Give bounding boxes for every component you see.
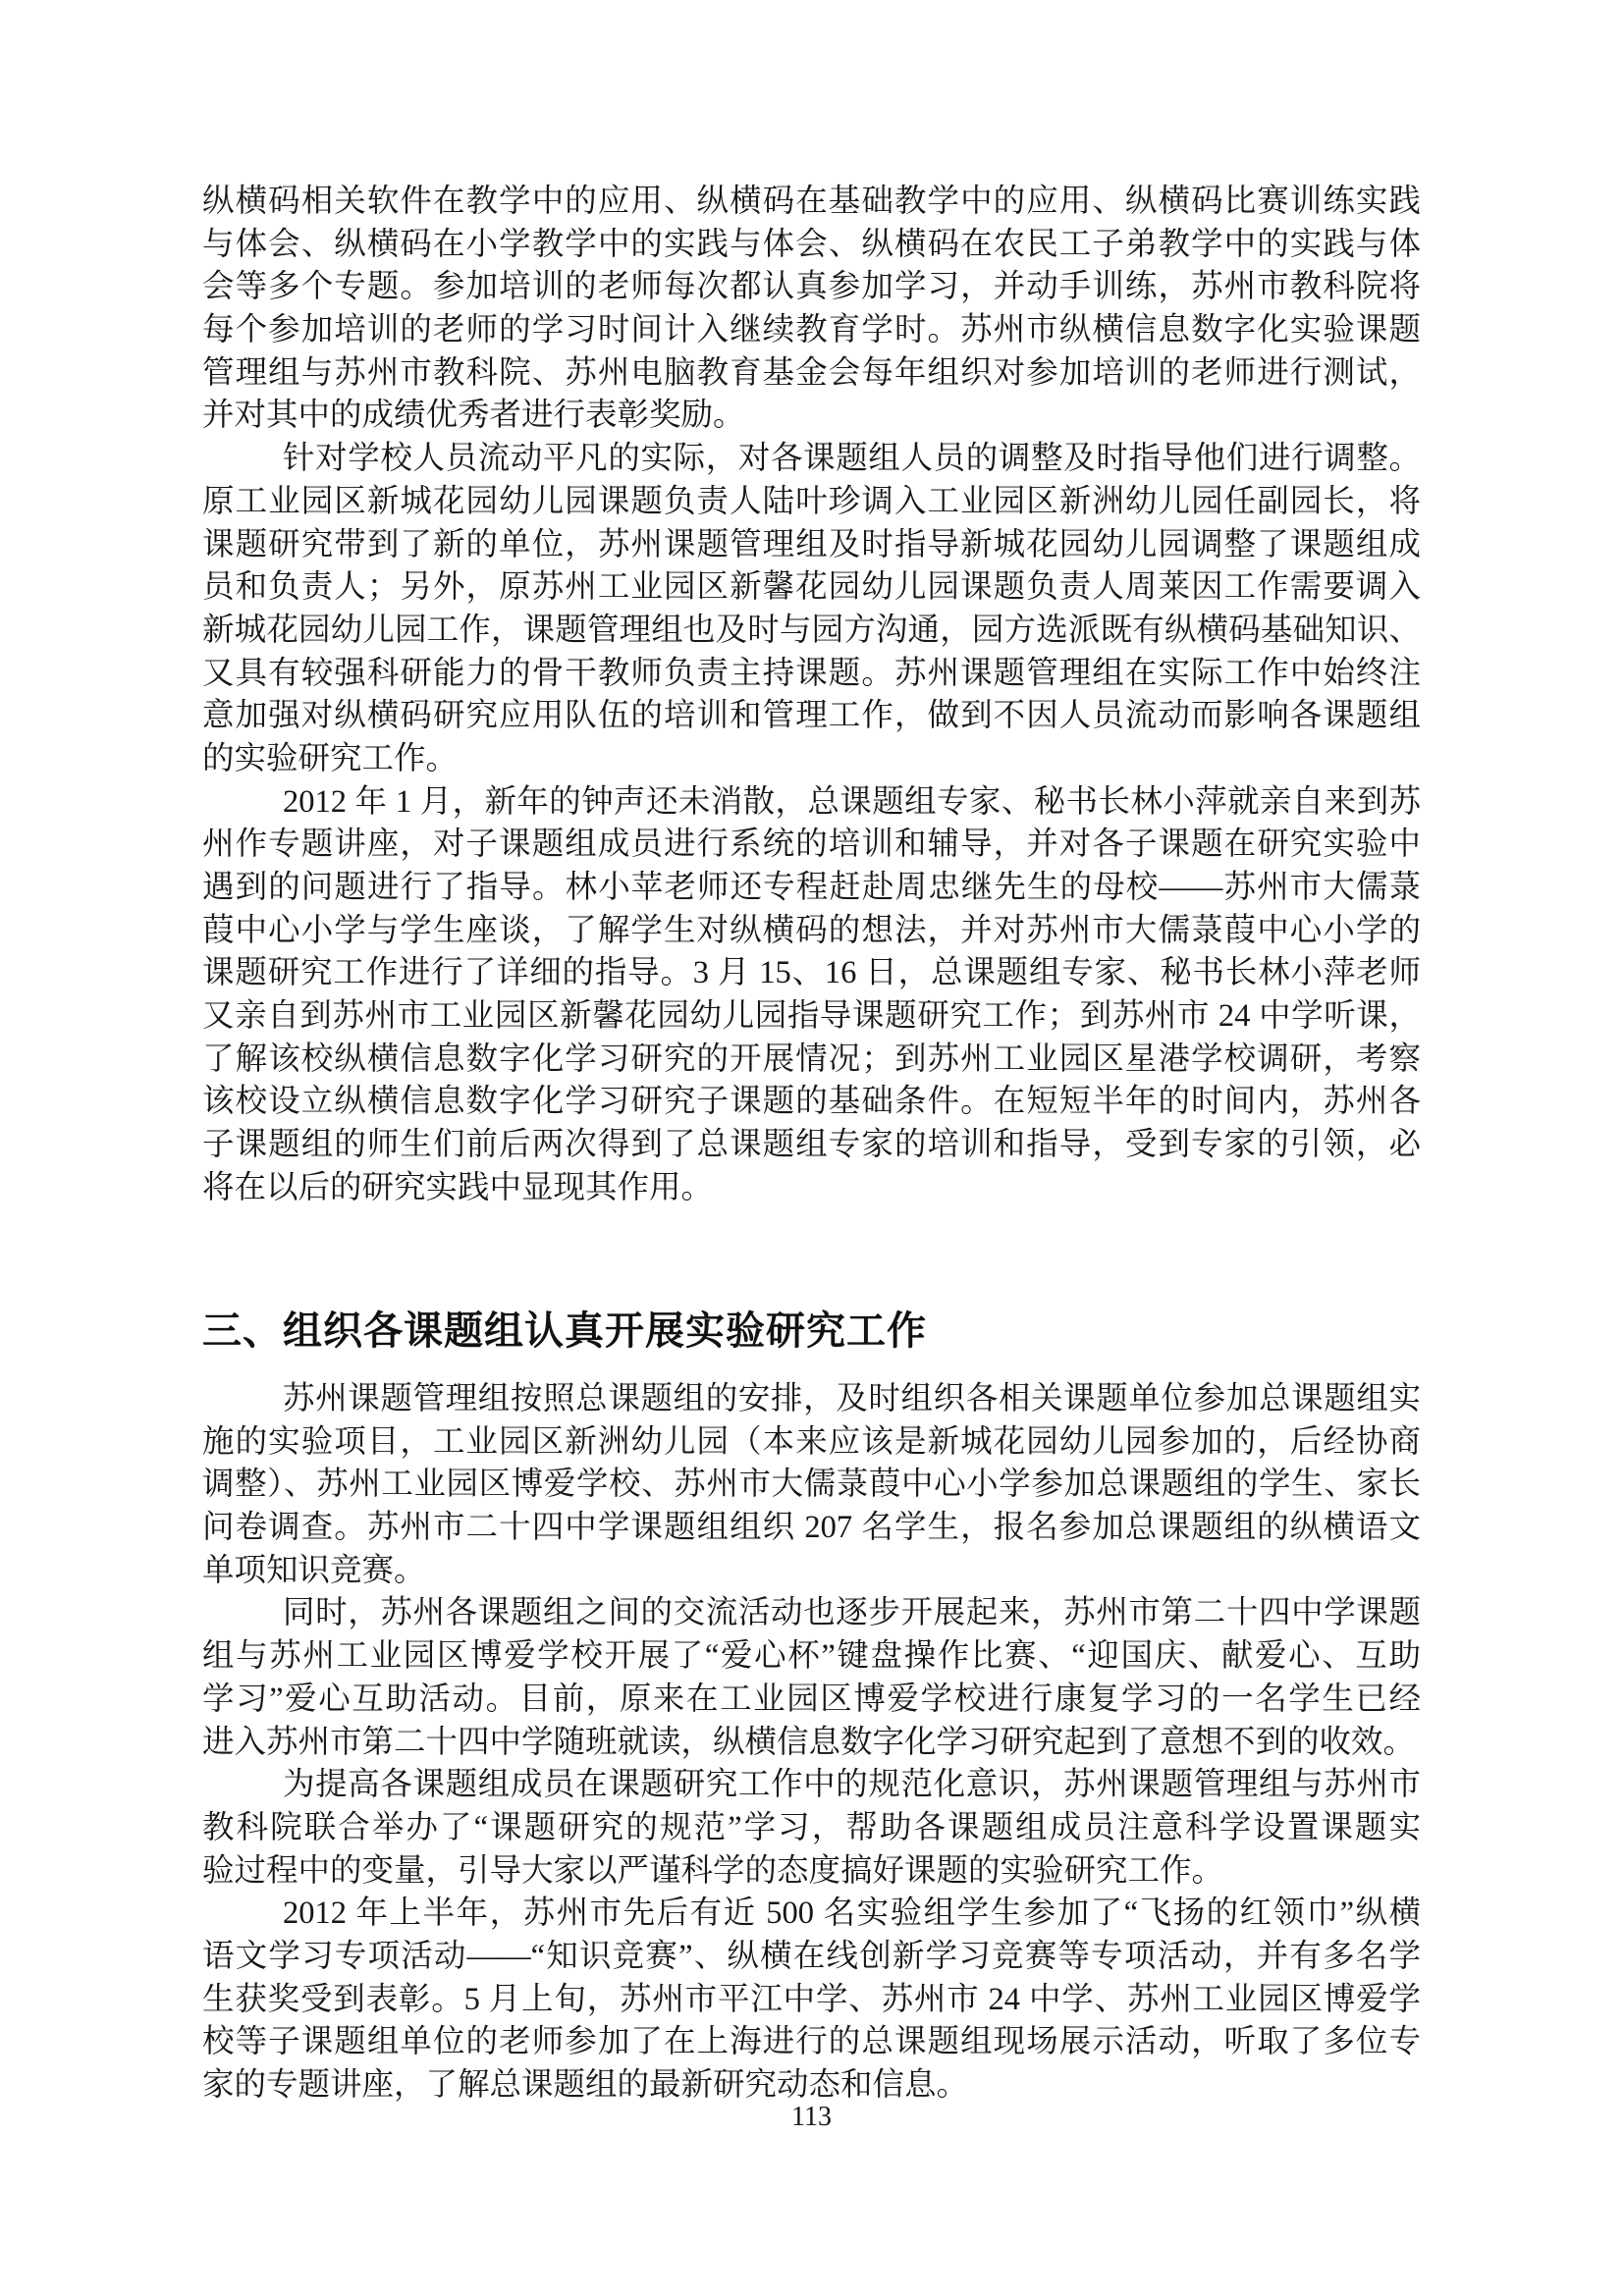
text-line: 进入苏州市第二十四中学随班就读，纵横信息数字化学习研究起到了意想不到的收效。 bbox=[202, 1724, 1416, 1760]
text-line: 与体会、纵横码在小学教学中的实践与体会、纵横码在农民工子弟教学中的实践与体 bbox=[202, 226, 1421, 262]
text-line: 单项知识竞赛。 bbox=[202, 1552, 426, 1588]
text-line: 生获奖受到表彰。5 月上旬，苏州市平江中学、苏州市 24 中学、苏州工业园区博爱学 bbox=[202, 1981, 1421, 2017]
text-line: 又具有较强科研能力的骨干教师负责主持课题。苏州课题管理组在实际工作中始终注 bbox=[202, 655, 1421, 691]
text-line: 校等子课题组单位的老师参加了在上海进行的总课题组现场展示活动，听取了多位专 bbox=[202, 2024, 1421, 2060]
text-line: 问卷调查。苏州市二十四中学课题组组织 207 名学生，报名参加总课题组的纵横语文 bbox=[202, 1510, 1421, 1546]
text-line: 子课题组的师生们前后两次得到了总课题组专家的培训和指导，受到专家的引领，必 bbox=[202, 1127, 1421, 1163]
text-line: 每个参加培训的老师的学习时间计入继续教育学时。苏州市纵横信息数字化实验课题 bbox=[202, 312, 1421, 348]
text-line: 为提高各课题组成员在课题研究工作中的规范化意识，苏州课题管理组与苏州市 bbox=[283, 1767, 1421, 1803]
text-line: 葭中心小学与学生座谈，了解学生对纵横码的想法，并对苏州市大儒菉葭中心小学的 bbox=[202, 912, 1421, 948]
text-line: 原工业园区新城花园幼儿园课题负责人陆叶珍调入工业园区新洲幼儿园任副园长，将 bbox=[202, 483, 1421, 519]
text-line: 针对学校人员流动平凡的实际，对各课题组人员的调整及时指导他们进行调整。 bbox=[283, 441, 1421, 477]
intro-text-block bbox=[202, 181, 1421, 1210]
text-line: 验过程中的变量，引导大家以严谨科学的态度搞好课题的实验研究工作。 bbox=[202, 1852, 1224, 1889]
text-line: 意加强对纵横码研究应用队伍的培训和管理工作，做到不因人员流动而影响各课题组 bbox=[202, 698, 1421, 734]
text-line: 纵横码相关软件在教学中的应用、纵横码在基础教学中的应用、纵横码比赛训练实践 bbox=[202, 184, 1421, 219]
text-line: 了解该校纵横信息数字化学习研究的开展情况；到苏州工业园区星港学校调研，考察 bbox=[202, 1041, 1421, 1077]
text-line: 组与苏州工业园区博爱学校开展了“爱心杯”键盘操作比赛、“迎国庆、献爱心、互助 bbox=[202, 1638, 1421, 1675]
section-text-block bbox=[202, 1378, 1421, 2108]
text-line: 调整）、苏州工业园区博爱学校、苏州市大儒菉葭中心小学参加总课题组的学生、家长 bbox=[202, 1467, 1421, 1503]
text-line: 教科院联合举办了“课题研究的规范”学习，帮助各课题组成员注意科学设置课题实 bbox=[202, 1809, 1421, 1845]
text-line: 家的专题讲座，了解总课题组的最新研究动态和信息。 bbox=[202, 2067, 969, 2103]
text-line: 2012 年 1 月，新年的钟声还未消散，总课题组专家、秘书长林小萍就亲自来到苏 bbox=[283, 783, 1421, 820]
text-line: 将在以后的研究实践中显现其作用。 bbox=[202, 1169, 714, 1205]
text-line: 2012 年上半年，苏州市先后有近 500 名实验组学生参加了“飞扬的红领巾”纵横 bbox=[283, 1896, 1421, 1932]
text-line: 会等多个专题。参加培训的老师每次都认真参加学习，并动手训练，苏州市教科院将 bbox=[202, 269, 1421, 305]
text-line: 苏州课题管理组按照总课题组的安排，及时组织各相关课题单位参加总课题组实 bbox=[283, 1381, 1421, 1416]
text-line: 课题研究工作进行了详细的指导。3 月 15、16 日，总课题组专家、秘书长林小萍老师 bbox=[202, 955, 1421, 991]
text-line: 课题研究带到了新的单位，苏州课题管理组及时指导新城花园幼儿园调整了课题组成 bbox=[202, 526, 1421, 562]
text-line: 同时，苏州各课题组之间的交流活动也逐步开展起来，苏州市第二十四中学课题 bbox=[283, 1595, 1421, 1631]
text-line: 管理组与苏州市教科院、苏州电脑教育基金会每年组织对参加培训的老师进行测试， bbox=[202, 354, 1421, 391]
page-number: 113 bbox=[791, 2102, 832, 2132]
text-line: 施的实验项目，工业园区新洲幼儿园（本来应该是新城花园幼儿园参加的，后经协商 bbox=[202, 1423, 1421, 1460]
section-heading: 三、组织各课题组认真开展实验研究工作 bbox=[202, 1309, 927, 1353]
text-line: 该校设立纵横信息数字化学习研究子课题的基础条件。在短短半年的时间内，苏州各 bbox=[202, 1084, 1421, 1120]
text-line: 又亲自到苏州市工业园区新馨花园幼儿园指导课题研究工作；到苏州市 24 中学听课， bbox=[202, 998, 1421, 1035]
text-line: 语文学习专项活动——“知识竞赛”、纵横在线创新学习竞赛等专项活动，并有多名学 bbox=[202, 1938, 1421, 1974]
text-line: 的实验研究工作。 bbox=[202, 740, 459, 776]
text-line: 并对其中的成绩优秀者进行表彰奖励。 bbox=[202, 398, 745, 434]
text-line: 学习”爱心互助活动。目前，原来在工业园区博爱学校进行康复学习的一名学生已经 bbox=[202, 1681, 1421, 1717]
text-line: 遇到的问题进行了指导。林小苹老师还专程赶赴周忠继先生的母校——苏州市大儒菉 bbox=[202, 870, 1421, 905]
text-line: 新城花园幼儿园工作，课题管理组也及时与园方沟通，园方选派既有纵横码基础知识、 bbox=[202, 612, 1421, 648]
text-line: 州作专题讲座，对子课题组成员进行系统的培训和辅导，并对各子课题在研究实验中 bbox=[202, 827, 1421, 863]
text-line: 员和负责人；另外，原苏州工业园区新馨花园幼儿园课题负责人周莱因工作需要调入 bbox=[202, 569, 1421, 606]
